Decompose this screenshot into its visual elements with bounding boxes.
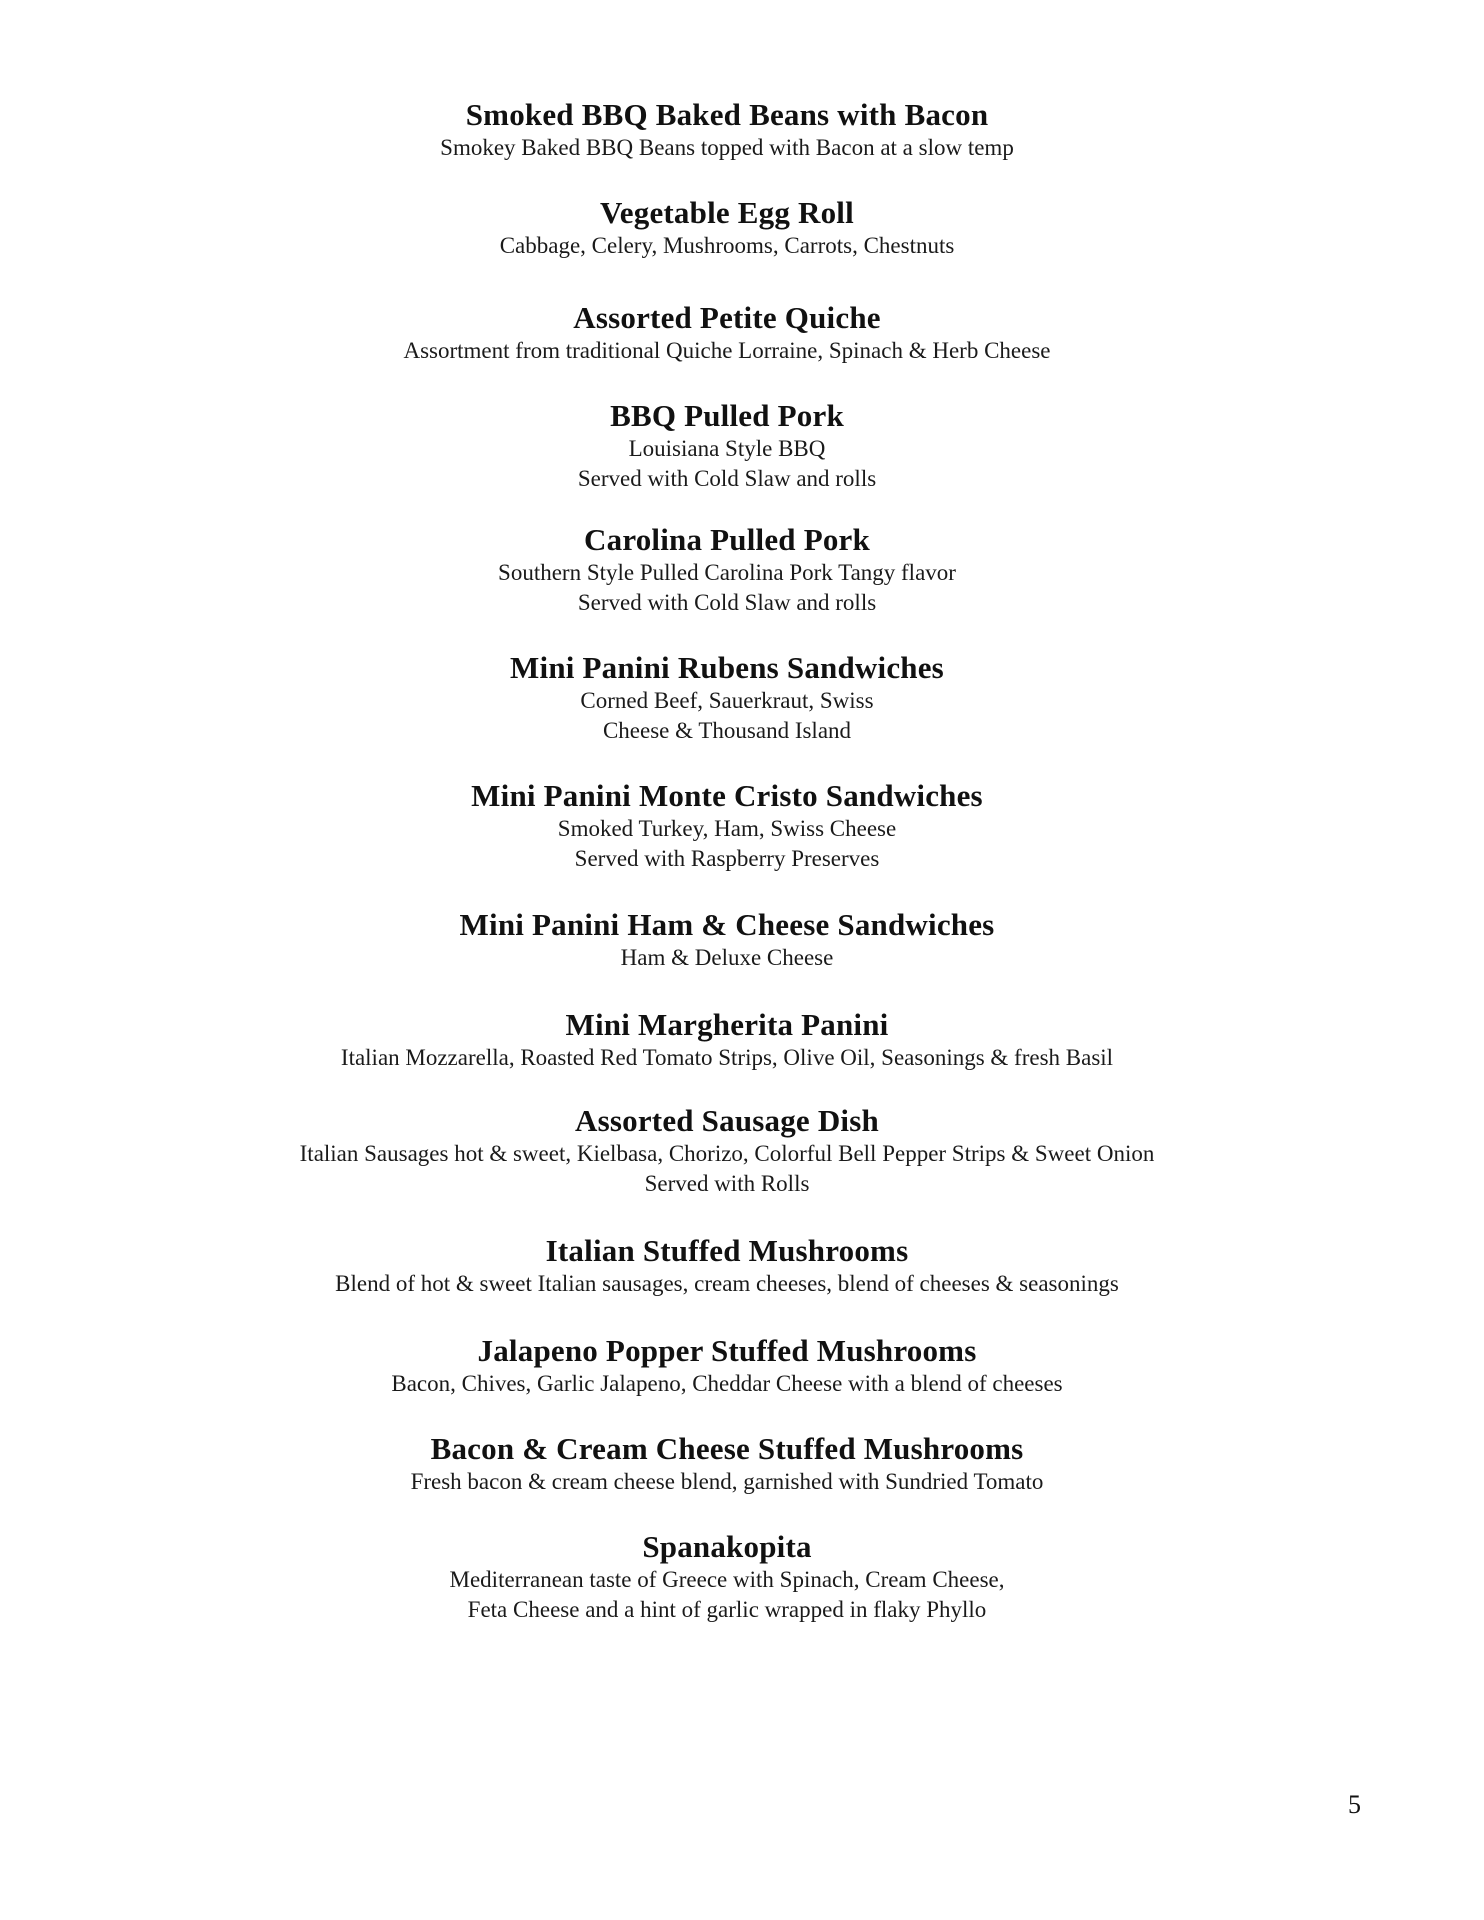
menu-item-title: Vegetable Egg Roll <box>600 195 854 230</box>
menu-item-title: Mini Margherita Panini <box>565 1007 889 1042</box>
menu-item-spanakopita <box>0 1529 1454 1625</box>
menu-item-title: Mini Panini Rubens Sandwiches <box>510 650 944 685</box>
menu-item-description: Served with Cold Slaw and rolls <box>577 590 877 615</box>
menu-item-title: Assorted Petite Quiche <box>573 300 881 335</box>
menu-item-mini-panini-ham-cheese <box>0 907 1454 973</box>
menu-item-italian-stuffed-mushrooms <box>0 1233 1454 1299</box>
menu-item-title: BBQ Pulled Pork <box>610 398 844 433</box>
menu-item-description: Corned Beef, Sauerkraut, Swiss <box>580 688 874 713</box>
menu-item-description: Smokey Baked BBQ Beans topped with Bacon at a slow temp <box>440 135 1014 160</box>
menu-item-description: Smoked Turkey, Ham, Swiss Cheese <box>557 816 897 841</box>
menu-item-description: Southern Style Pulled Carolina Pork Tangy flavor <box>498 560 956 585</box>
menu-item-title: Italian Stuffed Mushrooms <box>545 1233 909 1268</box>
menu-item-description: Fresh bacon & cream cheese blend, garnished with Sundried Tomato <box>410 1469 1044 1494</box>
menu-item-description: Served with Cold Slaw and rolls <box>577 466 877 491</box>
menu-item-bbq-pulled-pork <box>0 398 1454 494</box>
menu-item-title: Assorted Sausage Dish <box>575 1103 879 1138</box>
menu-item-mini-margherita-panini <box>0 1007 1454 1073</box>
menu-item-assorted-sausage-dish <box>0 1103 1454 1199</box>
menu-item-title: Spanakopita <box>642 1529 812 1564</box>
menu-item-description: Cabbage, Celery, Mushrooms, Carrots, Chestnuts <box>499 233 955 258</box>
menu-item-title: Smoked BBQ Baked Beans with Bacon <box>465 97 989 132</box>
menu-item-title: Jalapeno Popper Stuffed Mushrooms <box>477 1333 977 1368</box>
menu-item-description: Assortment from traditional Quiche Lorraine, Spinach & Herb Cheese <box>403 338 1051 363</box>
menu-item-description: Feta Cheese and a hint of garlic wrapped in flaky Phyllo <box>467 1597 987 1622</box>
menu-item-assorted-petite-quiche <box>0 300 1454 366</box>
menu-item-description: Served with Rolls <box>644 1171 810 1196</box>
menu-item-description: Mediterranean taste of Greece with Spinach, Cream Cheese, <box>449 1567 1005 1592</box>
menu-item-description: Ham & Deluxe Cheese <box>620 945 834 970</box>
menu-item-description: Blend of hot & sweet Italian sausages, cream cheeses, blend of cheeses & seasonings <box>335 1271 1119 1296</box>
menu-item-description: Italian Sausages hot & sweet, Kielbasa, Chorizo, Colorful Bell Pepper Strips & Sweet Onion <box>299 1141 1155 1166</box>
menu-item-description: Cheese & Thousand Island <box>602 718 852 743</box>
menu-item-description: Served with Raspberry Preserves <box>574 846 880 871</box>
menu-item-title: Mini Panini Monte Cristo Sandwiches <box>471 778 983 813</box>
menu-item-carolina-pulled-pork <box>0 522 1454 618</box>
menu-item-description: Louisiana Style BBQ <box>628 436 826 461</box>
menu-item-mini-panini-rubens <box>0 650 1454 746</box>
menu-item-title: Bacon & Cream Cheese Stuffed Mushrooms <box>430 1431 1024 1466</box>
menu-item-description: Bacon, Chives, Garlic Jalapeno, Cheddar Cheese with a blend of cheeses <box>391 1371 1063 1396</box>
menu-item-bacon-cream-cheese-mushrooms <box>0 1431 1454 1497</box>
page-number: 5 <box>1348 1790 1361 1819</box>
menu-item-title: Mini Panini Ham & Cheese Sandwiches <box>459 907 995 942</box>
menu-item-title: Carolina Pulled Pork <box>584 522 870 557</box>
menu-item-jalapeno-popper-mushrooms <box>0 1333 1454 1399</box>
menu-item-smoked-bbq-baked-beans <box>0 97 1454 163</box>
menu-item-description: Italian Mozzarella, Roasted Red Tomato Strips, Olive Oil, Seasonings & fresh Basil <box>340 1045 1114 1070</box>
menu-item-mini-panini-monte-cristo <box>0 778 1454 874</box>
menu-item-vegetable-egg-roll <box>0 195 1454 261</box>
